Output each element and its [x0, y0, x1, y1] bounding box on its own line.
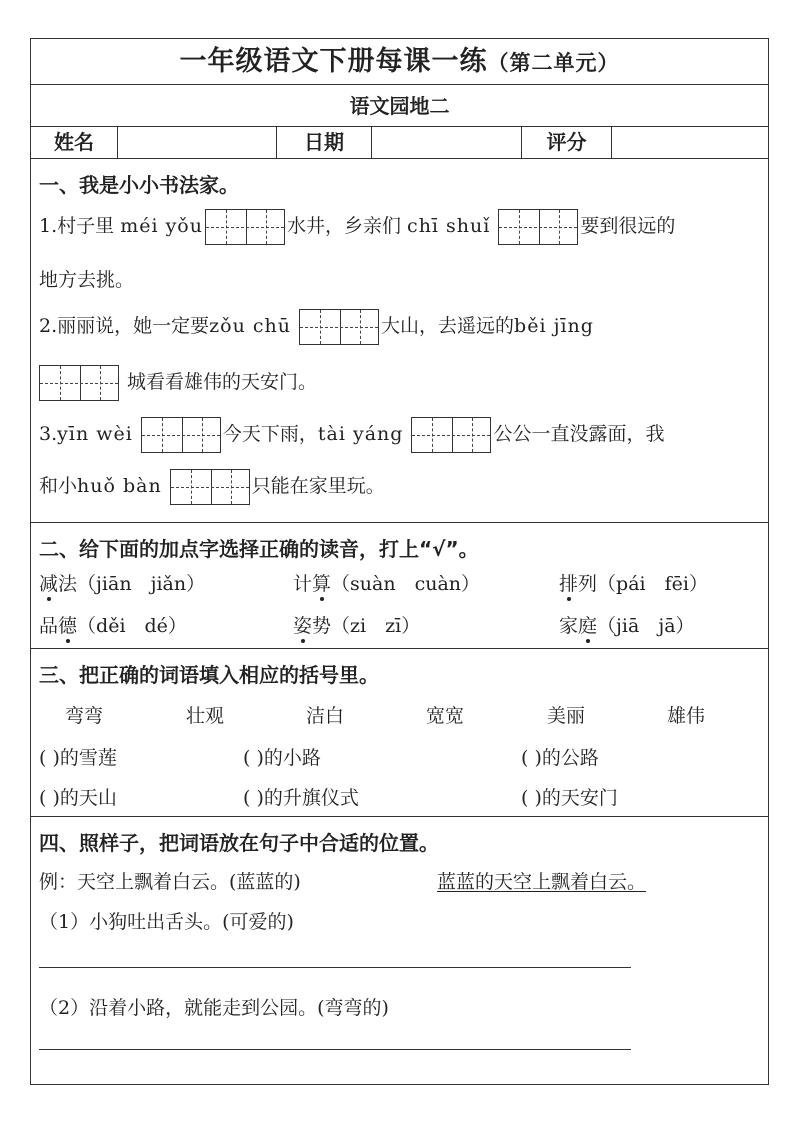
char: 势: [312, 615, 332, 637]
example-prompt: 例：天空上飘着白云。(蓝蓝的): [39, 871, 301, 893]
pron-item[interactable]: [39, 569, 205, 596]
worksheet-title: [31, 39, 768, 85]
fill-blank[interactable]: ( )的雪莲: [39, 747, 117, 769]
char: 法: [58, 573, 78, 595]
writing-grid[interactable]: [205, 209, 285, 245]
section2-title: 二、给下面的加点字选择正确的读音，打上“√”。: [39, 537, 479, 561]
char: 品: [39, 615, 59, 637]
writing-grid[interactable]: [141, 417, 221, 453]
section3-title: 三、把正确的词语填入相应的括号里。: [39, 663, 379, 687]
section4-title: 四、照样子，把词语放在句子中合适的位置。: [39, 831, 439, 855]
lesson-title: 语文园地二: [31, 85, 768, 127]
score-field[interactable]: [612, 127, 768, 158]
q3-pinyin-1: yīn wèi: [57, 423, 133, 445]
word-bank-item: 雄伟: [667, 705, 706, 727]
dotted-char: 庭: [578, 615, 598, 637]
q2-line2: [39, 365, 317, 401]
pinyin-options: （zi zī）: [331, 615, 421, 637]
title-main: 一年级语文下册每课一练: [179, 46, 488, 77]
writing-grid[interactable]: [299, 309, 379, 345]
pron-item[interactable]: [559, 569, 708, 596]
q3-text-d: 和小: [39, 475, 78, 497]
q3-line2: [39, 469, 385, 505]
writing-grid[interactable]: [170, 469, 250, 505]
title-unit: （第二单元）: [487, 51, 620, 75]
word-bank-item: 宽宽: [426, 705, 465, 727]
pinyin-options: （jiān jiǎn）: [77, 573, 206, 595]
word-bank-item: 美丽: [547, 705, 586, 727]
q3-pinyin-2: tài yáng: [317, 423, 404, 445]
q3-pinyin-3: huǒ bàn: [77, 475, 162, 497]
q1-text-c: 要到很远的: [580, 215, 676, 237]
q2-line1: [39, 309, 594, 345]
q2-text-b: 大山，去遥远的: [381, 315, 515, 337]
info-bar: [31, 127, 768, 159]
pron-item[interactable]: [293, 611, 420, 638]
char: 家: [559, 615, 579, 637]
pron-item[interactable]: [293, 569, 480, 596]
section-pronunciation: [31, 523, 768, 649]
word-bank-item: 壮观: [186, 705, 225, 727]
q3-text-b: 今天下雨，: [222, 423, 318, 445]
dotted-char: 姿: [293, 615, 313, 637]
writing-grid[interactable]: [39, 365, 119, 401]
pron-item[interactable]: [39, 611, 187, 638]
section-calligraphy: [31, 159, 768, 523]
q3-text-c: 公公一直没露面，我: [493, 423, 665, 445]
date-field[interactable]: [372, 127, 522, 158]
writing-grid[interactable]: [411, 417, 491, 453]
date-label: 日期: [277, 127, 372, 158]
fill-blank[interactable]: ( )的天山: [39, 787, 117, 809]
char: 计: [293, 573, 313, 595]
pinyin-options: （jiā jā）: [597, 615, 695, 637]
answer-line-1[interactable]: [39, 967, 631, 968]
q1-line1: [39, 209, 675, 245]
pron-item[interactable]: [559, 611, 695, 638]
fill-blank[interactable]: ( )的公路: [521, 747, 599, 769]
q1-text-a: 1.村子里: [39, 215, 115, 237]
dotted-char: 排: [559, 573, 579, 595]
q1-text-d: 地方去挑。: [39, 269, 135, 291]
q1-text-b: 水井，乡亲们: [286, 215, 401, 237]
q3-text-a: 3.: [39, 423, 58, 445]
name-field[interactable]: [118, 127, 277, 158]
word-bank-item: 洁白: [306, 705, 345, 727]
writing-grid[interactable]: [498, 209, 578, 245]
score-label: 评分: [522, 127, 612, 158]
question-1: （1）小狗吐出舌头。(可爱的): [39, 911, 294, 933]
q1-pinyin-2: chī shuǐ: [407, 215, 491, 237]
question-2: （2）沿着小路，就能走到公园。(弯弯的): [39, 997, 389, 1019]
pinyin-options: （děi dé）: [77, 615, 187, 637]
pinyin-options: （suàn cuàn）: [331, 573, 481, 595]
fill-blank[interactable]: ( )的天安门: [521, 787, 618, 809]
pinyin-options: （pái fēi）: [597, 573, 708, 595]
name-label: 姓名: [31, 127, 118, 158]
q3-line1: [39, 417, 664, 453]
answer-line-2[interactable]: [39, 1049, 631, 1050]
q2-pinyin-2: běi jīng: [514, 315, 594, 337]
dotted-char: 德: [58, 615, 78, 637]
dotted-char: 减: [39, 573, 59, 595]
dotted-char: 算: [312, 573, 332, 595]
q2-text-c: 城看看雄伟的天安门。: [127, 371, 318, 393]
q1-pinyin-1: méi yǒu: [120, 215, 203, 237]
fill-blank[interactable]: ( )的小路: [243, 747, 321, 769]
q3-text-e: 只能在家里玩。: [251, 475, 385, 497]
fill-blank[interactable]: ( )的升旗仪式: [243, 787, 359, 809]
q2-pinyin-1: zǒu chū: [209, 315, 291, 337]
section1-title: 一、我是小小书法家。: [39, 173, 239, 197]
worksheet: [30, 38, 769, 1085]
section-fill-words: [31, 649, 768, 817]
q2-text-a: 2.丽丽说，她一定要: [39, 315, 210, 337]
word-bank-item: 弯弯: [65, 705, 104, 727]
example-answer: 蓝蓝的天空上飘着白云。: [437, 871, 647, 893]
char: 列: [578, 573, 598, 595]
section-sentences: [31, 817, 768, 1086]
